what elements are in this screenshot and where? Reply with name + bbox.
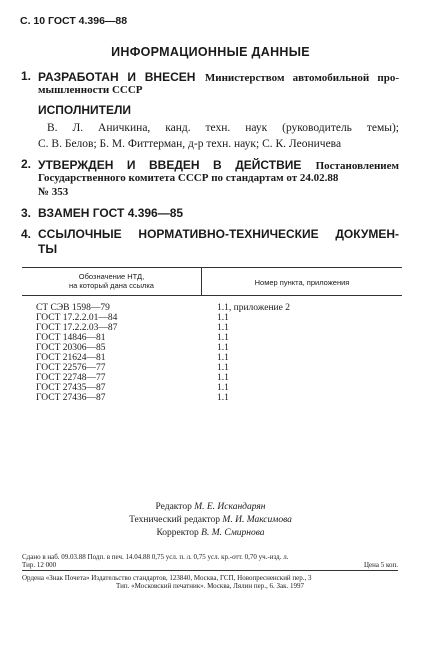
section-2-text: Постановлением	[315, 160, 400, 172]
table-cell-document: ГОСТ 17.2.2.01—84	[36, 313, 118, 323]
executors-line-2: С. В. Белов; Б. М. Фиттерман, д-р техн. наук; С. К. Леоничева	[38, 138, 342, 150]
table-cell-clause: 1.1	[217, 343, 229, 353]
table-cell-clause: 1.1	[217, 383, 229, 393]
executors-line-1: В. Л. Аничкина, канд. техн. наук (руководитель темы);	[47, 122, 399, 134]
imprint-line-3: Ордена «Знак Почета» Издательство стандартов, 123840, Москва, ГСП, Новопресненский пер., 3	[22, 574, 312, 582]
executors-heading: ИСПОЛНИТЕЛИ	[38, 103, 132, 117]
section-2-number: 2.	[21, 157, 32, 171]
editor-name: М. Е. Искандарян	[194, 502, 266, 512]
page-header: С. 10 ГОСТ 4.396—88	[20, 15, 128, 27]
table-row	[36, 383, 366, 393]
table-row	[36, 393, 366, 403]
corrector-credit	[0, 528, 421, 538]
table-row	[36, 323, 366, 333]
table-row	[36, 363, 366, 373]
imprint-price: Цена 5 коп.	[363, 561, 398, 569]
table-cell-document: ГОСТ 22748—77	[36, 373, 106, 383]
table-header-rule	[22, 295, 402, 296]
editor-credit	[0, 502, 421, 512]
table-cell-document: ГОСТ 27435—87	[36, 383, 106, 393]
table-cell-clause: 1.1	[217, 373, 229, 383]
table-header-clause: Номер пункта, приложения	[254, 278, 350, 287]
section-3-heading: ВЗАМЕН ГОСТ 4.396—85	[38, 206, 184, 220]
table-header-designation-line-2: на который дана ссылка	[69, 281, 154, 290]
table-cell-clause: 1.1	[217, 323, 229, 333]
tech-editor-label: Технический редактор	[129, 515, 221, 525]
table-cell-document: ГОСТ 17.2.2.03—87	[36, 323, 118, 333]
table-header-designation-line-1: Обозначение НТД,	[78, 272, 145, 281]
imprint-line-4: Тип. «Московский печатник». Москва, Лялин пер., 6. Зак. 1997	[116, 582, 304, 590]
section-4-number: 4.	[21, 227, 32, 241]
table-cell-clause: 1.1	[217, 333, 229, 343]
table-cell-clause: 1.1	[217, 353, 229, 363]
page-title: ИНФОРМАЦИОННЫЕ ДАННЫЕ	[111, 45, 310, 59]
table-cell-clause: 1.1, приложение 2	[217, 303, 290, 313]
tech-editor-name: М. И. Максимова	[222, 515, 292, 525]
table-cell-document: ГОСТ 27436—87	[36, 393, 106, 403]
table-row	[36, 313, 366, 323]
table-row	[36, 353, 366, 363]
tech-editor-credit	[0, 515, 421, 525]
section-3-number: 3.	[21, 206, 32, 220]
section-1-line-2: мышленности СССР	[38, 84, 143, 96]
corrector-label: Корректор	[156, 528, 199, 538]
imprint-line-2	[22, 561, 398, 569]
table-cell-document: ГОСТ 21624—81	[36, 353, 106, 363]
table-row	[36, 303, 366, 313]
table-cell-clause: 1.1	[217, 313, 229, 323]
table-top-rule	[22, 267, 402, 268]
imprint-line-1: Сдано в наб. 09.03.88 Подп. в печ. 14.04.88 0,75 усл. п. л. 0,75 усл. кр.-отт. 0,70 уч.-изд. л.	[22, 553, 289, 561]
section-1-number: 1.	[21, 69, 32, 83]
imprint-rule	[22, 570, 398, 571]
editor-label: Редактор	[155, 502, 192, 512]
corrector-name: В. М. Смирнова	[201, 528, 265, 538]
table-cell-document: СТ СЭВ 1598—79	[36, 303, 110, 313]
table-cell-document: ГОСТ 14846—81	[36, 333, 106, 343]
table-cell-clause: 1.1	[217, 393, 229, 403]
table-cell-clause: 1.1	[217, 363, 229, 373]
section-4-heading-line-2: ТЫ	[38, 242, 58, 256]
table-header-designation	[22, 272, 201, 290]
section-4-heading-line-1: ССЫЛОЧНЫЕ НОРМАТИВНО-ТЕХНИЧЕСКИЕ ДОКУМЕН-	[38, 227, 399, 241]
table-cell-document: ГОСТ 20306—85	[36, 343, 106, 353]
section-1-heading: РАЗРАБОТАН И ВНЕСЕН	[38, 70, 196, 84]
section-1-text: Министерством автомобильной про-	[204, 72, 399, 84]
section-2-line-2: Государственного комитета СССР по стандартам от 24.02.88	[38, 172, 339, 184]
imprint-circulation: Тир. 12 000	[22, 561, 57, 569]
table-row	[36, 373, 366, 383]
section-2-heading: УТВЕРЖДЕН И ВВЕДЕН В ДЕЙСТВИЕ	[38, 158, 302, 172]
section-2-line-3: № 353	[38, 186, 69, 198]
table-row	[36, 343, 366, 353]
table-row	[36, 333, 366, 343]
table-cell-document: ГОСТ 22576—77	[36, 363, 106, 373]
